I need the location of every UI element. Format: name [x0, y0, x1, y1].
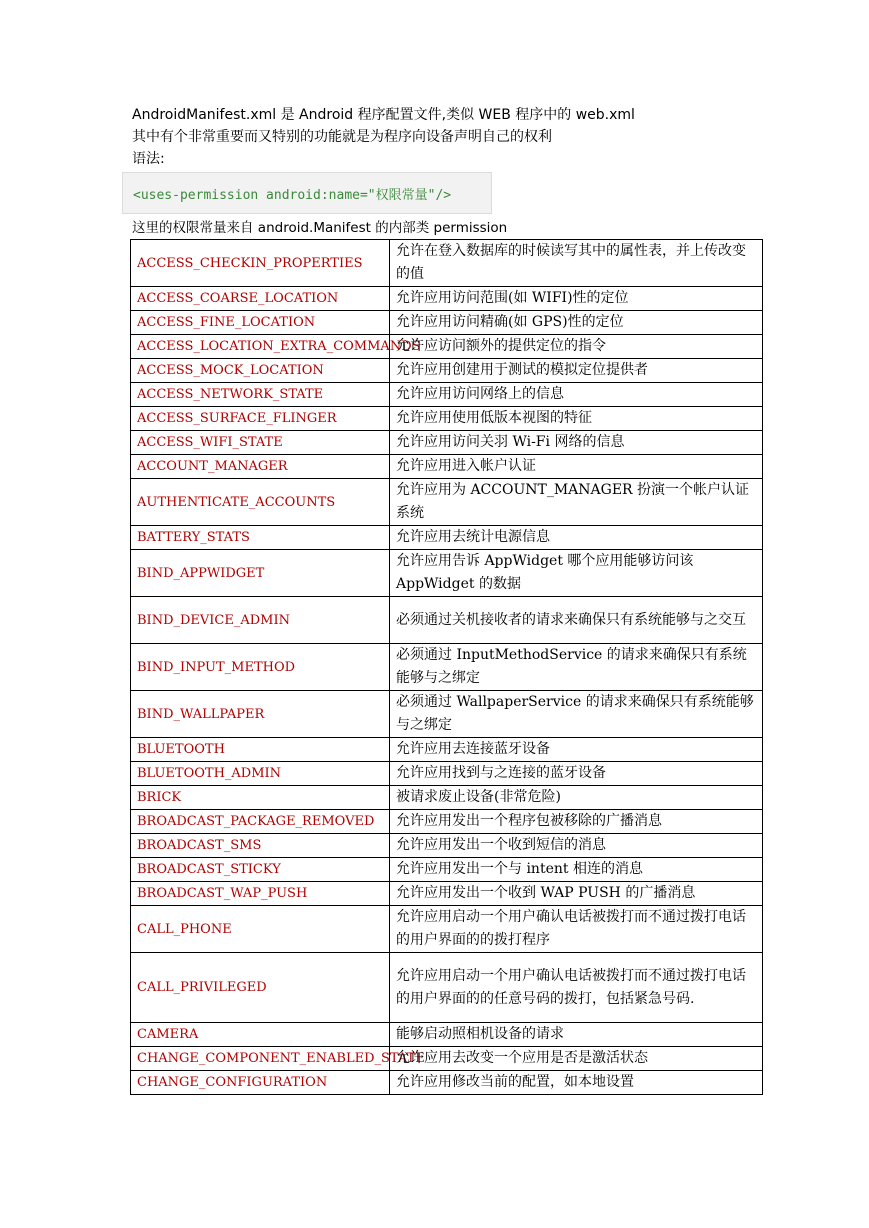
table-row	[131, 882, 763, 906]
table-row	[131, 407, 763, 431]
table-row	[131, 287, 763, 311]
permission-description-cell: 允许应访问额外的提供定位的指令	[390, 335, 763, 359]
permission-name-cell: ACCESS_LOCATION_EXTRA_COMMANDS	[131, 335, 390, 359]
code-block	[122, 172, 492, 214]
intro-line-2: 其中有个非常重要而又特别的功能就是为程序向设备声明自己的权利	[132, 129, 552, 145]
permission-description-cell: 允许应用访问范围(如 WIFI)性的定位	[390, 287, 763, 311]
permission-name-cell: BROADCAST_STICKY	[131, 858, 390, 882]
permission-name-cell: CAMERA	[131, 1023, 390, 1047]
permission-description-cell: 被请求废止设备(非常危险)	[390, 786, 763, 810]
table-row	[131, 786, 763, 810]
permission-name-cell: BIND_DEVICE_ADMIN	[131, 597, 390, 644]
table-row	[131, 550, 763, 597]
table-row	[131, 1023, 763, 1047]
permission-description-cell: 允许应用修改当前的配置，如本地设置	[390, 1071, 763, 1095]
permission-name-cell: BIND_INPUT_METHOD	[131, 644, 390, 691]
table-row	[131, 953, 763, 1023]
permission-table	[130, 239, 763, 1095]
permission-name-cell: BATTERY_STATS	[131, 526, 390, 550]
permission-description-cell: 允许应用使用低版本视图的特征	[390, 407, 763, 431]
table-row	[131, 479, 763, 526]
permission-name-cell: CHANGE_CONFIGURATION	[131, 1071, 390, 1095]
table-row	[131, 240, 763, 287]
permission-description-cell: 能够启动照相机设备的请求	[390, 1023, 763, 1047]
permission-name-cell: ACCESS_CHECKIN_PROPERTIES	[131, 240, 390, 287]
permission-description-cell: 允许应用访问关羽 Wi-Fi 网络的信息	[390, 431, 763, 455]
permission-description-cell: 允许应用访问精确(如 GPS)性的定位	[390, 311, 763, 335]
table-row	[131, 810, 763, 834]
table-row	[131, 1047, 763, 1071]
table-row	[131, 1071, 763, 1095]
permission-description-cell: 必须通过 WallpaperService 的请求来确保只有系统能够与之绑定	[390, 691, 763, 738]
permission-description-cell: 允许应用发出一个与 intent 相连的消息	[390, 858, 763, 882]
permission-description-cell: 允许应用告诉 AppWidget 哪个应用能够访问该 AppWidget 的数据	[390, 550, 763, 597]
table-row	[131, 359, 763, 383]
table-row	[131, 762, 763, 786]
permission-description-cell: 允许应用发出一个程序包被移除的广播消息	[390, 810, 763, 834]
permission-name-cell: CHANGE_COMPONENT_ENABLED_STATE	[131, 1047, 390, 1071]
permission-name-cell: BROADCAST_PACKAGE_REMOVED	[131, 810, 390, 834]
permission-name-cell: ACCESS_WIFI_STATE	[131, 431, 390, 455]
table-row	[131, 834, 763, 858]
permission-name-cell: ACCESS_SURFACE_FLINGER	[131, 407, 390, 431]
permission-name-cell: CALL_PHONE	[131, 906, 390, 953]
permission-description-cell: 允许应用找到与之连接的蓝牙设备	[390, 762, 763, 786]
permission-name-cell: BROADCAST_WAP_PUSH	[131, 882, 390, 906]
table-row	[131, 858, 763, 882]
permission-name-cell: ACCESS_FINE_LOCATION	[131, 311, 390, 335]
permission-name-cell: BROADCAST_SMS	[131, 834, 390, 858]
table-caption: 这里的权限常量来自 android.Manifest 的内部类 permission	[132, 220, 508, 236]
permission-name-cell: BLUETOOTH	[131, 738, 390, 762]
intro-line-3: 语法:	[132, 151, 165, 167]
code-snippet: <uses-permission android:name="权限常量"/>	[133, 187, 452, 203]
intro-text	[132, 104, 772, 170]
table-row	[131, 738, 763, 762]
permission-name-cell: AUTHENTICATE_ACCOUNTS	[131, 479, 390, 526]
table-row	[131, 597, 763, 644]
permission-description-cell: 允许应用去连接蓝牙设备	[390, 738, 763, 762]
permission-name-cell: BIND_WALLPAPER	[131, 691, 390, 738]
permission-name-cell: BRICK	[131, 786, 390, 810]
permission-name-cell: ACCESS_COARSE_LOCATION	[131, 287, 390, 311]
permission-name-cell: BIND_APPWIDGET	[131, 550, 390, 597]
table-row	[131, 455, 763, 479]
permission-name-cell: CALL_PRIVILEGED	[131, 953, 390, 1023]
permission-description-cell: 允许应用访问网络上的信息	[390, 383, 763, 407]
table-row	[131, 311, 763, 335]
permission-description-cell: 允许应用创建用于测试的模拟定位提供者	[390, 359, 763, 383]
permission-name-cell: BLUETOOTH_ADMIN	[131, 762, 390, 786]
permission-description-cell: 允许应用去改变一个应用是否是激活状态	[390, 1047, 763, 1071]
table-row	[131, 691, 763, 738]
table-row	[131, 906, 763, 953]
table-row	[131, 526, 763, 550]
permission-description-cell: 允许应用发出一个收到 WAP PUSH 的广播消息	[390, 882, 763, 906]
permission-description-cell: 允许应用发出一个收到短信的消息	[390, 834, 763, 858]
permission-description-cell: 允许应用为 ACCOUNT_MANAGER 扮演一个帐户认证系统	[390, 479, 763, 526]
permission-description-cell: 必须通过 InputMethodService 的请求来确保只有系统能够与之绑定	[390, 644, 763, 691]
permission-description-cell: 允许应用启动一个用户确认电话被拨打而不通过拨打电话的用户界面的的任意号码的拨打，包括紧急号码.	[390, 953, 763, 1023]
permission-description-cell: 允许在登入数据库的时候读写其中的属性表，并上传改变的值	[390, 240, 763, 287]
permission-description-cell: 允许应用进入帐户认证	[390, 455, 763, 479]
table-row	[131, 644, 763, 691]
permission-name-cell: ACCESS_NETWORK_STATE	[131, 383, 390, 407]
permission-description-cell: 允许应用去统计电源信息	[390, 526, 763, 550]
table-row	[131, 431, 763, 455]
permission-name-cell: ACCESS_MOCK_LOCATION	[131, 359, 390, 383]
permission-description-cell: 必须通过关机接收者的请求来确保只有系统能够与之交互	[390, 597, 763, 644]
table-row	[131, 335, 763, 359]
intro-line-1: AndroidManifest.xml 是 Android 程序配置文件,类似 WEB 程序中的 web.xml	[132, 107, 635, 123]
permission-description-cell: 允许应用启动一个用户确认电话被拨打而不通过拨打电话的用户界面的的拨打程序	[390, 906, 763, 953]
permission-table-body	[131, 240, 763, 1095]
table-row	[131, 383, 763, 407]
permission-name-cell: ACCOUNT_MANAGER	[131, 455, 390, 479]
